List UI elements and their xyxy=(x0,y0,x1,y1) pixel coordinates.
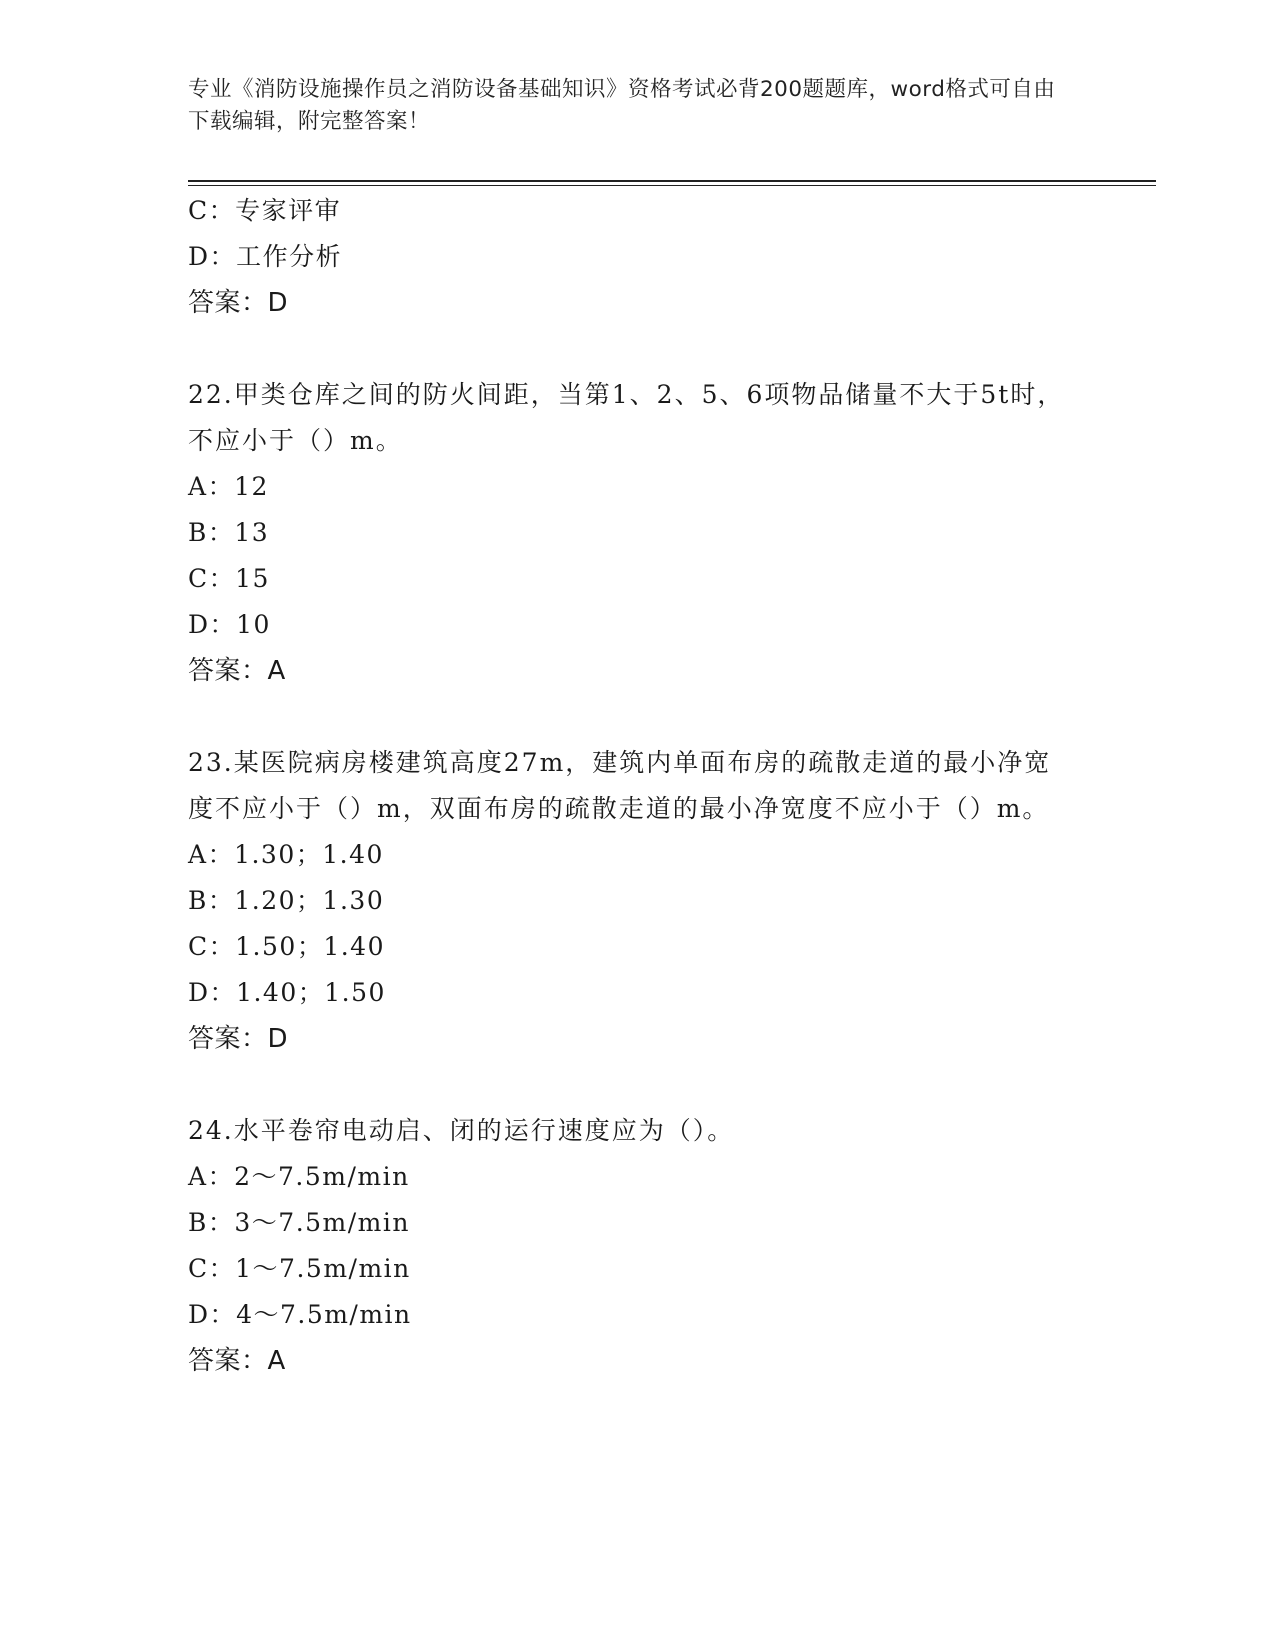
option-label: C xyxy=(188,196,209,225)
option-line: D：1.40；1.50 xyxy=(188,978,386,1007)
option-label: D xyxy=(188,610,210,639)
header-rule-thin xyxy=(188,185,1156,186)
option-label: B xyxy=(188,518,208,547)
option-line: C：1～7.5m/min xyxy=(188,1254,411,1283)
answer-prefix: 答案： xyxy=(188,1024,268,1054)
option-label: C xyxy=(188,564,209,593)
option-text: 1～7.5m/min xyxy=(235,1254,411,1283)
option-label: B xyxy=(188,886,208,915)
option-label: D xyxy=(188,1300,210,1329)
option-text: 10 xyxy=(236,610,271,639)
option-text: 13 xyxy=(234,518,270,547)
answer-line xyxy=(188,648,1088,694)
answer-value: A xyxy=(267,656,286,686)
option-line: C：15 xyxy=(188,564,270,593)
option-text: 15 xyxy=(235,564,270,593)
spacer xyxy=(188,1062,1088,1108)
option-text: 2～7.5m/min xyxy=(234,1162,410,1191)
option-label: D xyxy=(188,978,210,1007)
option-text: 3～7.5m/min xyxy=(234,1208,410,1237)
answer-line xyxy=(188,1016,1088,1062)
option-text: 1.50；1.40 xyxy=(235,932,385,961)
option-line: A：1.30；1.40 xyxy=(188,840,384,869)
question-stem: 22.甲类仓库之间的防火间距，当第1、2、5、6项物品储量不大于5t时，不应小于（）m。 xyxy=(188,380,1065,455)
option-text: 1.20；1.30 xyxy=(234,886,385,915)
question-stem: 24.水平卷帘电动启、闭的运行速度应为（）。 xyxy=(188,1116,735,1145)
option-text: 专家评审 xyxy=(235,196,342,225)
option-label: B xyxy=(188,1208,208,1237)
option-line: D：4～7.5m/min xyxy=(188,1300,412,1329)
option-text: 4～7.5m/min xyxy=(236,1300,412,1329)
option-label: C xyxy=(188,1254,209,1283)
answer-line xyxy=(188,1338,1088,1384)
answer-line xyxy=(188,280,1088,326)
answer-prefix: 答案： xyxy=(188,656,268,686)
option-label: A xyxy=(188,472,208,501)
option-text: 1.40；1.50 xyxy=(236,978,386,1007)
option-label: A xyxy=(188,1162,208,1191)
option-label: A xyxy=(188,840,208,869)
answer-prefix: 答案： xyxy=(188,288,268,318)
option-line: A：12 xyxy=(188,472,269,501)
spacer xyxy=(188,694,1088,740)
option-text: 1.30；1.40 xyxy=(234,840,384,869)
option-label: D xyxy=(188,242,210,271)
option-text: 工作分析 xyxy=(236,242,343,271)
option-line: C：专家评审 xyxy=(188,196,342,225)
question-content xyxy=(188,188,1088,1384)
option-label: C xyxy=(188,932,209,961)
answer-value: D xyxy=(267,1024,289,1054)
spacer xyxy=(188,326,1088,372)
answer-value: D xyxy=(267,288,289,318)
option-line: D：10 xyxy=(188,610,271,639)
question-stem: 23.某医院病房楼建筑高度27m，建筑内单面布房的疏散走道的最小净宽度不应小于（）m，双面布房的疏散走道的最小净宽度不应小于（）m。 xyxy=(188,748,1052,823)
option-line: B：3～7.5m/min xyxy=(188,1208,410,1237)
page-header: 专业《消防设施操作员之消防设备基础知识》资格考试必背200题题库，word格式可自由下载编辑，附完整答案！ xyxy=(188,77,1056,134)
option-line: B：13 xyxy=(188,518,270,547)
option-line: A：2～7.5m/min xyxy=(188,1162,410,1191)
header-rule-thick xyxy=(188,180,1156,182)
option-line: B：1.20；1.30 xyxy=(188,886,385,915)
option-line: C：1.50；1.40 xyxy=(188,932,385,961)
option-text: 12 xyxy=(234,472,269,501)
option-line: D：工作分析 xyxy=(188,242,343,271)
answer-value: A xyxy=(267,1346,286,1376)
answer-prefix: 答案： xyxy=(188,1346,268,1376)
